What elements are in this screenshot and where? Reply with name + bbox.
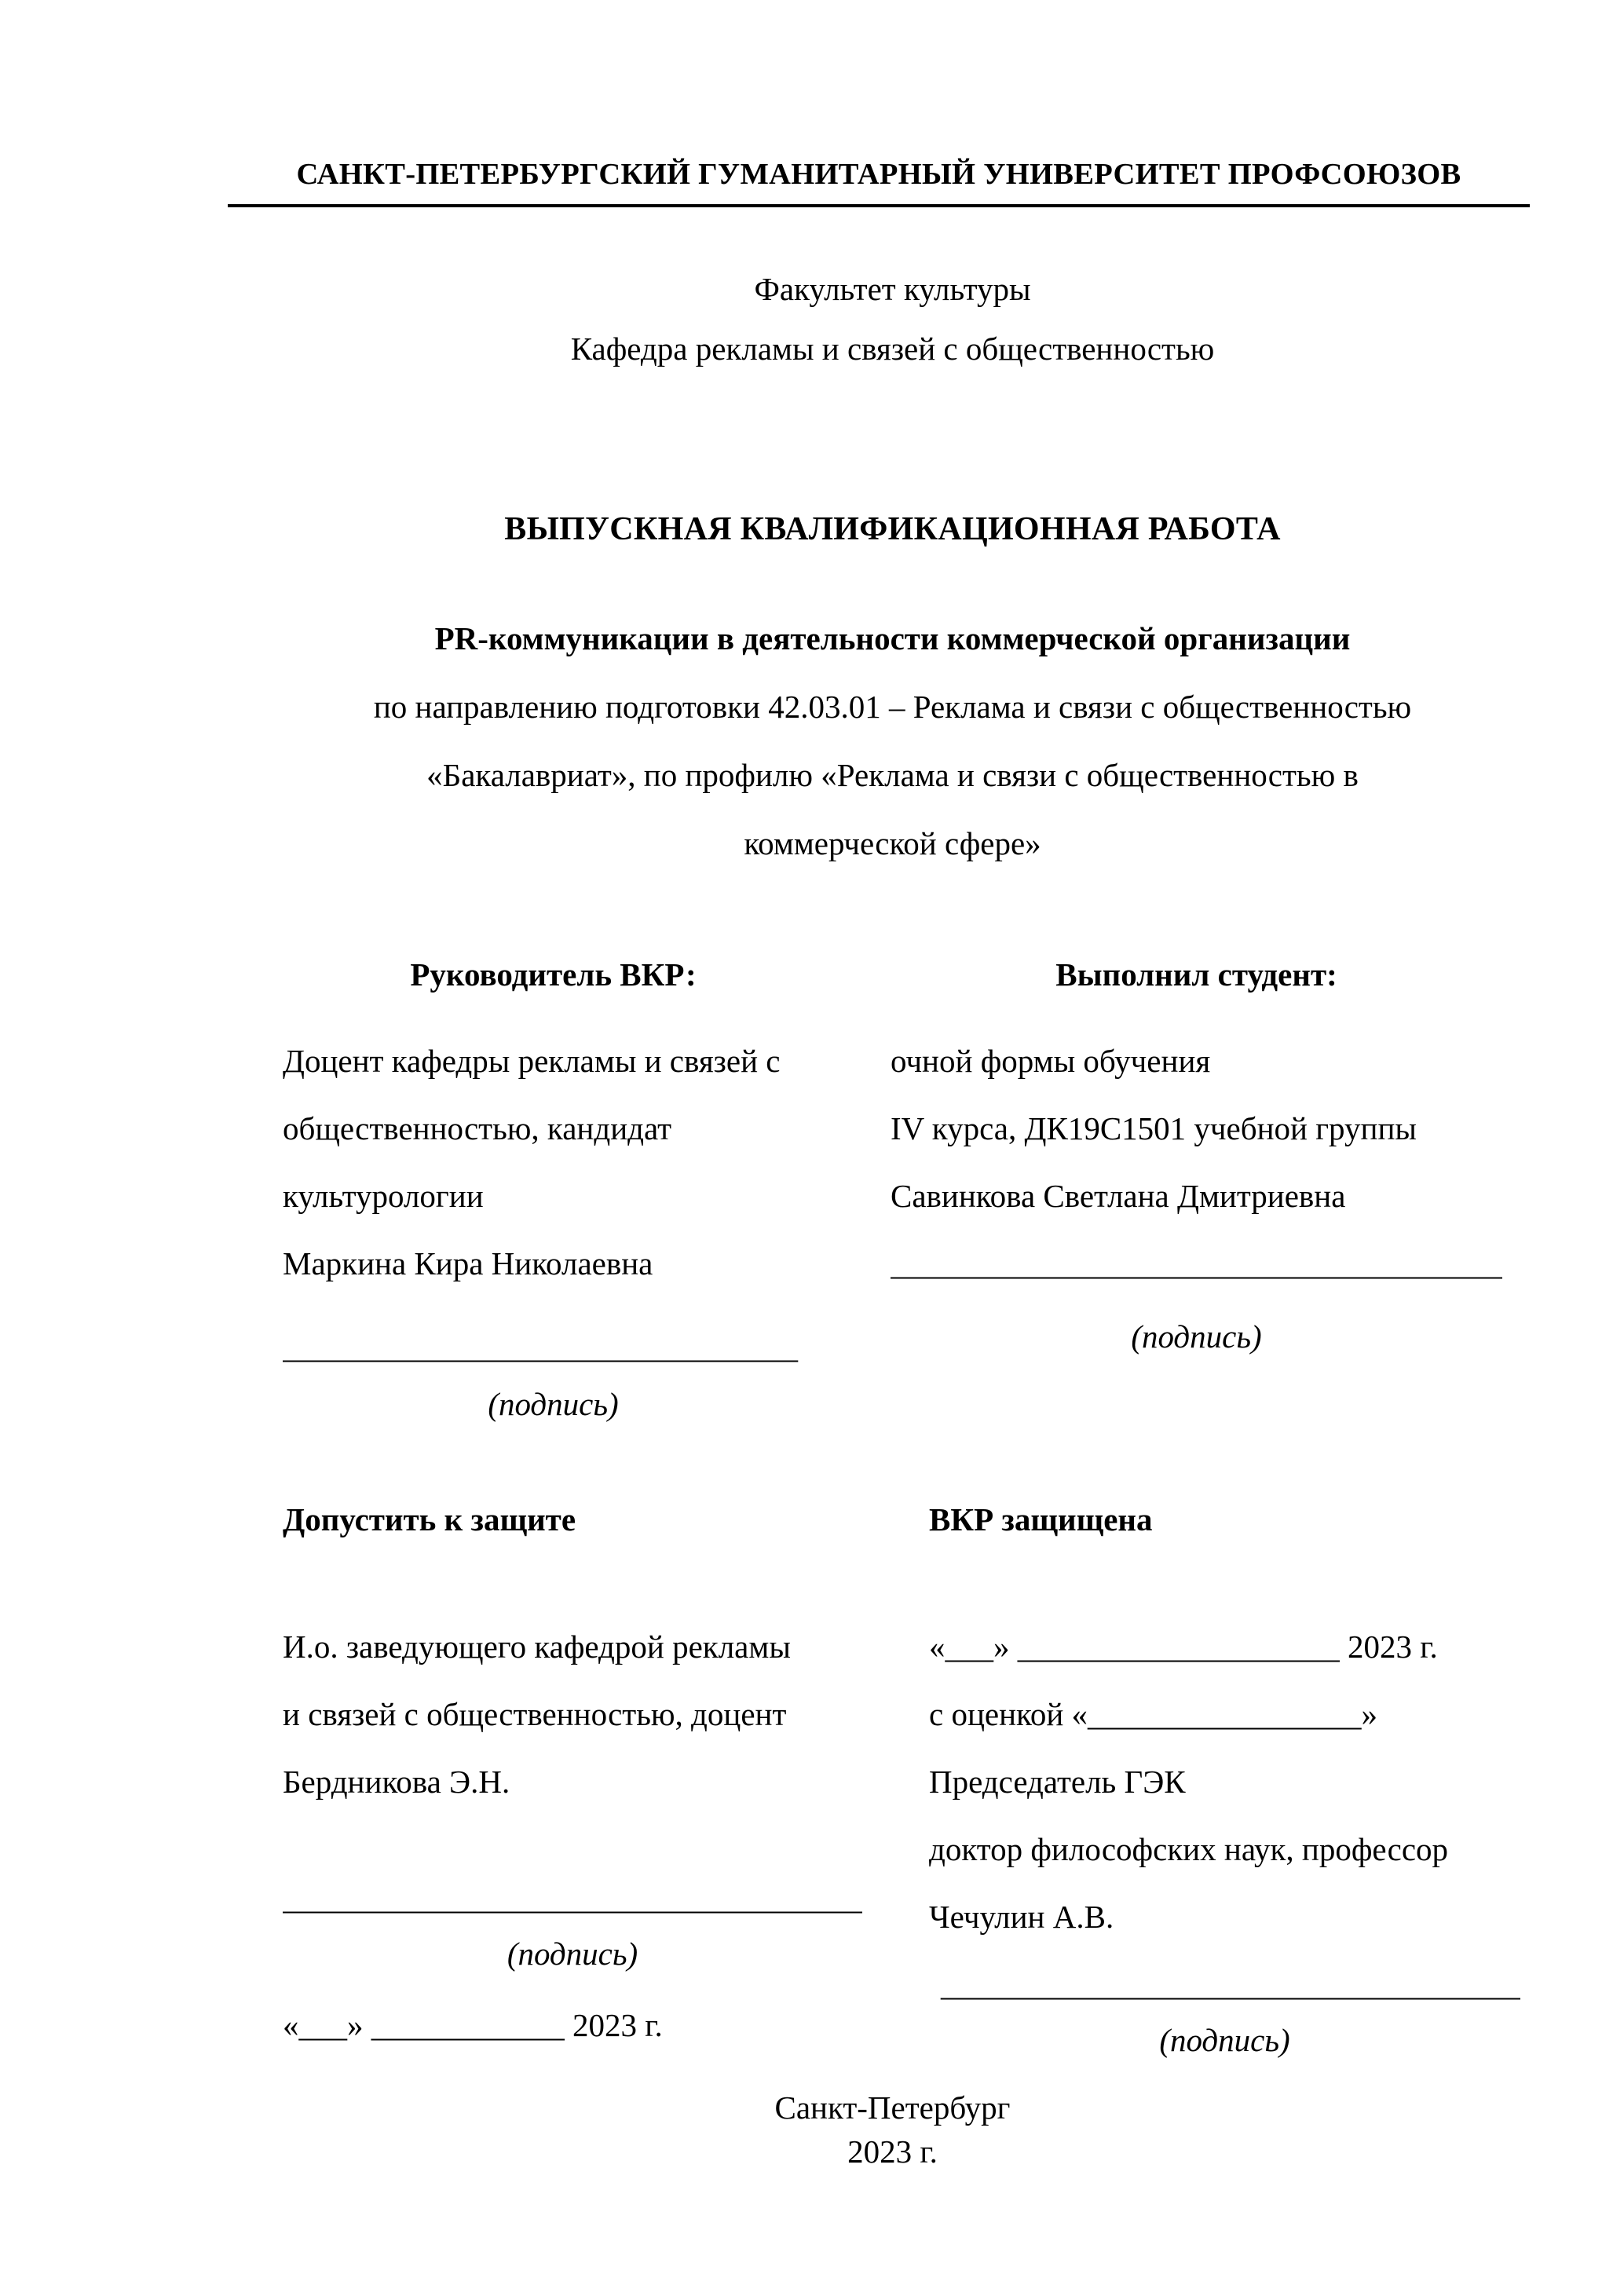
defense-grade-line: с оценкой «_________________» bbox=[929, 1696, 1378, 1732]
supervisor-signature-label: (подпись) bbox=[488, 1386, 619, 1422]
supervisor-column bbox=[283, 941, 824, 1428]
spacer bbox=[283, 1553, 862, 1613]
admission-column bbox=[283, 1486, 862, 2062]
title-block bbox=[283, 605, 1502, 878]
direction-line-1: по направлению подготовки 42.03.01 – Реклама и связи с общественностью bbox=[373, 689, 1412, 725]
defense-date-line: «___» ____________________ 2023 г. bbox=[929, 1629, 1438, 1665]
footer bbox=[283, 2086, 1502, 2174]
student-heading: Выполнил студент: bbox=[1055, 956, 1337, 993]
defense-line-1: Председатель ГЭК bbox=[929, 1764, 1186, 1800]
defense-signature-label: (подпись) bbox=[1159, 2022, 1290, 2058]
admission-line-1: И.о. заведующего кафедрой рекламы bbox=[283, 1629, 791, 1665]
approval-section bbox=[283, 1486, 1520, 2062]
admission-line-2: и связей с общественностью, доцент bbox=[283, 1696, 787, 1732]
student-signature-line: ______________________________________ bbox=[891, 1245, 1502, 1281]
defense-column bbox=[929, 1486, 1520, 2062]
supervisor-line-2: общественностью, кандидат bbox=[283, 1110, 672, 1146]
supervisor-line-4: Маркина Кира Николаевна bbox=[283, 1245, 653, 1281]
admission-signature-label: (подпись) bbox=[507, 1936, 638, 1972]
defense-line-2: доктор философских наук, профессор bbox=[929, 1831, 1449, 1867]
work-type-heading: ВЫПУСКНАЯ КВАЛИФИКАЦИОННАЯ РАБОТА bbox=[504, 511, 1281, 547]
student-column bbox=[891, 941, 1502, 1428]
supervisor-heading: Руководитель ВКР: bbox=[410, 956, 697, 993]
faculty-name: Факультет культуры bbox=[754, 271, 1031, 307]
faculty-department-block bbox=[283, 259, 1502, 378]
supervisor-signature-line: ________________________________ bbox=[283, 1329, 798, 1365]
admission-signature-line: ____________________________________ bbox=[283, 1880, 862, 1916]
supervisor-line-1: Доцент кафедры рекламы и связей с bbox=[283, 1043, 781, 1079]
defense-signature-line: ____________________________________ bbox=[941, 1966, 1520, 2002]
defense-heading: ВКР защищена bbox=[929, 1501, 1153, 1537]
thesis-title: PR-коммуникации в деятельности коммерческой организации bbox=[434, 620, 1351, 656]
footer-city: Санкт-Петербург bbox=[774, 2089, 1011, 2126]
spacer bbox=[283, 1815, 862, 1864]
defense-line-3: Чечулин А.В. bbox=[929, 1899, 1114, 1935]
department-name: Кафедра рекламы и связей с общественностью bbox=[570, 331, 1215, 367]
direction-line-3: коммерческой сфере» bbox=[744, 825, 1041, 861]
student-line-2: IV курса, ДК19С1501 учебной группы bbox=[891, 1110, 1417, 1146]
direction-line-2: «Бакалавриат», по профилю «Реклама и связи с общественностью в bbox=[426, 757, 1359, 793]
signatures-section bbox=[283, 941, 1502, 1428]
student-signature-label: (подпись) bbox=[1131, 1318, 1262, 1355]
admission-date-line: «___» ____________ 2023 г. bbox=[283, 2007, 663, 2043]
admission-line-3: Бердникова Э.Н. bbox=[283, 1764, 510, 1800]
supervisor-line-3: культурологии bbox=[283, 1178, 484, 1214]
university-header bbox=[228, 157, 1530, 207]
spacer bbox=[283, 1008, 824, 1027]
spacer bbox=[929, 1553, 1520, 1613]
university-name: САНКТ-ПЕТЕРБУРГСКИЙ ГУМАНИТАРНЫЙ УНИВЕРСИТЕТ ПРОФСОЮЗОВ bbox=[296, 158, 1461, 191]
spacer bbox=[891, 1008, 1502, 1027]
admission-heading: Допустить к защите bbox=[283, 1501, 576, 1537]
student-line-3: Савинкова Светлана Дмитриевна bbox=[891, 1178, 1346, 1214]
footer-year: 2023 г. bbox=[847, 2133, 938, 2170]
student-line-1: очной формы обучения bbox=[891, 1043, 1211, 1079]
